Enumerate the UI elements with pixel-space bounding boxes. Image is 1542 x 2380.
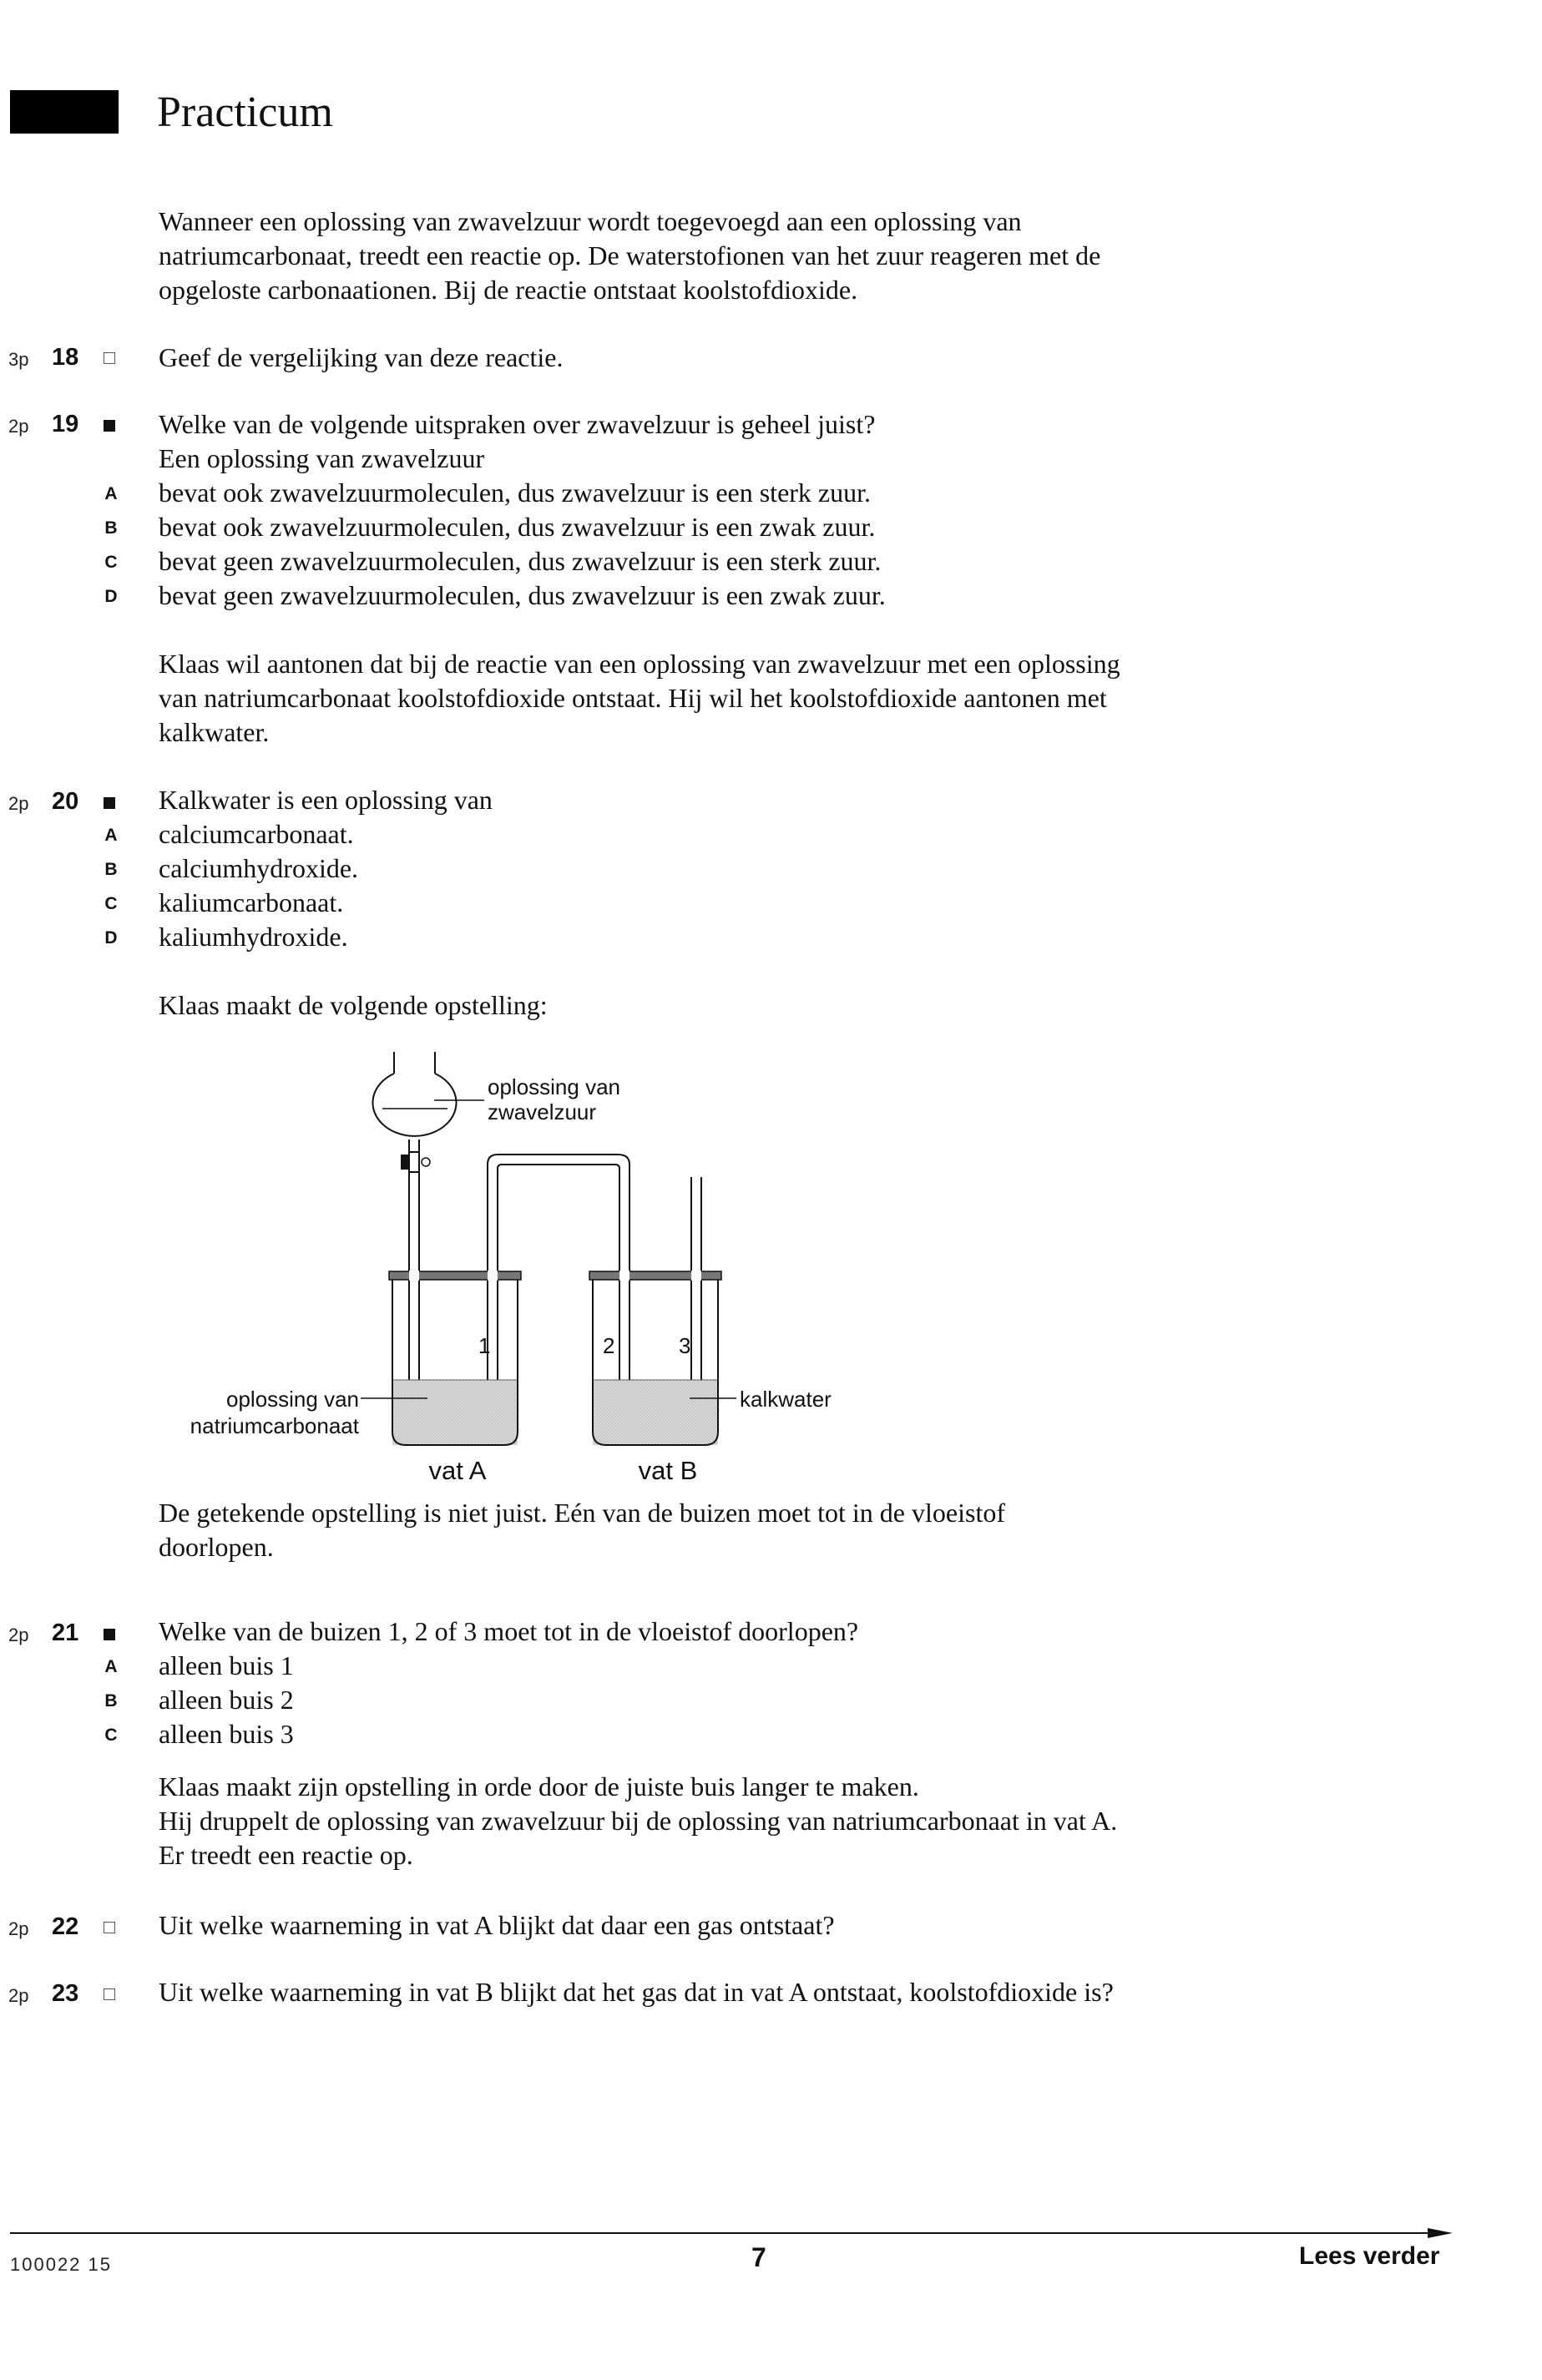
option-letter: A	[104, 484, 118, 503]
answer-option: bevat ook zwavelzuurmoleculen, dus zwavelzuur is een zwak zuur.	[159, 512, 876, 542]
question-points: 3p	[8, 349, 29, 370]
multiple-choice-marker	[104, 420, 115, 432]
answer-option: kaliumhydroxide.	[159, 922, 348, 952]
open-question-marker	[104, 352, 115, 364]
answer-option: alleen buis 2	[159, 1685, 294, 1715]
question-number: 23	[52, 1980, 79, 2007]
left-label: oplossing van	[226, 1387, 359, 1412]
answer-option: kaliumcarbonaat.	[159, 887, 344, 917]
question-number: 21	[52, 1620, 79, 1646]
section-title: Practicum	[157, 88, 333, 136]
answer-option: calciumcarbonaat.	[159, 819, 354, 849]
dropping-funnel	[373, 1052, 457, 1394]
question-points: 2p	[8, 416, 29, 437]
text-line: Klaas maakt zijn opstelling in orde door de juiste buis langer te maken.	[159, 1771, 919, 1801]
question-number: 22	[52, 1913, 79, 1940]
option-letter: D	[104, 928, 118, 947]
answer-option: bevat geen zwavelzuurmoleculen, dus zwavelzuur is een zwak zuur.	[159, 580, 886, 610]
text-line: kalkwater.	[159, 717, 270, 747]
option-letter: B	[104, 860, 118, 879]
intro-paragraph-1	[159, 205, 1100, 307]
option-letter: B	[104, 1691, 118, 1710]
intro-paragraph-3	[159, 1496, 1005, 1564]
question-points: 2p	[8, 1625, 29, 1645]
text-line: Er treedt een reactie op.	[159, 1840, 413, 1870]
section-marker	[10, 90, 119, 134]
tube-label-1: 1	[478, 1333, 491, 1358]
question-number: 18	[52, 344, 79, 371]
question-block	[159, 1614, 858, 1751]
text-line: Klaas wil aantonen dat bij de reactie van een oplossing van zwavelzuur met een oplossing	[159, 649, 1120, 679]
answer-option: bevat ook zwavelzuurmoleculen, dus zwavelzuur is een sterk zuur.	[159, 478, 872, 508]
text-line: doorlopen.	[159, 1532, 274, 1562]
answer-option: alleen buis 1	[159, 1650, 294, 1680]
question-text: Uit welke waarneming in vat B blijkt dat het gas dat in vat A ontstaat, koolstofdioxide is?	[159, 1977, 1114, 2007]
experiment-setup-diagram	[150, 1035, 902, 1503]
open-question-marker	[104, 1922, 115, 1933]
question-text: Kalkwater is een oplossing van	[159, 785, 493, 815]
text-line: natriumcarbonaat, treedt een reactie op. De waterstofionen van het zuur reageren met de	[159, 240, 1101, 270]
option-letter: D	[104, 587, 118, 606]
question-block	[159, 407, 886, 613]
answer-option: calciumhydroxide.	[159, 853, 359, 883]
answer-option: alleen buis 3	[159, 1719, 294, 1749]
funnel-label: zwavelzuur	[488, 1099, 597, 1124]
text-line: De getekende opstelling is niet juist. Eén van de buizen moet tot in de vloeistof	[159, 1498, 1005, 1528]
question-stem: Een oplossing van zwavelzuur	[159, 443, 485, 473]
question-text: Uit welke waarneming in vat A blijkt dat daar een gas ontstaat?	[159, 1910, 835, 1940]
option-letter: C	[104, 553, 118, 572]
open-question-marker	[104, 1988, 115, 2000]
answer-option: bevat geen zwavelzuurmoleculen, dus zwavelzuur is een sterk zuur.	[159, 546, 882, 576]
question-text: Geef de vergelijking van deze reactie.	[159, 342, 564, 372]
intro-paragraph-4	[159, 1770, 1117, 1872]
question-text: Welke van de buizen 1, 2 of 3 moet tot in de vloeistof doorlopen?	[159, 1616, 859, 1646]
option-letter: C	[104, 1726, 118, 1745]
option-letter: A	[104, 1657, 118, 1676]
arrow-right-icon	[1428, 2226, 1453, 2241]
text-line: van natriumcarbonaat koolstofdioxide ontstaat. Hij wil het koolstofdioxide aantonen met	[159, 683, 1107, 713]
question-points: 2p	[8, 1985, 29, 2006]
question-text: Welke van de volgende uitspraken over zwavelzuur is geheel juist?	[159, 409, 876, 439]
text-line: opgeloste carbonaationen. Bij de reactie ontstaat koolstofdioxide.	[159, 275, 858, 305]
option-letter: A	[104, 826, 118, 845]
question-points: 2p	[8, 1918, 29, 1939]
question-number: 20	[52, 788, 79, 815]
multiple-choice-marker	[104, 1629, 115, 1640]
exam-code: 100022 15	[10, 2254, 112, 2275]
question-block	[159, 783, 493, 954]
text-line: Wanneer een oplossing van zwavelzuur wordt toegevoegd aan een oplossing van	[159, 206, 1022, 236]
stopcock-icon	[401, 1152, 430, 1172]
option-letter: B	[104, 518, 118, 538]
vessel-b-label: vat B	[638, 1456, 698, 1485]
setup-intro: Klaas maakt de volgende opstelling:	[159, 990, 548, 1020]
tube-label-3: 3	[679, 1333, 691, 1358]
intro-paragraph-2	[159, 647, 1120, 750]
left-label: natriumcarbonaat	[190, 1413, 359, 1438]
continue-label: Lees verder	[1299, 2242, 1440, 2270]
page-number: 7	[751, 2242, 766, 2272]
question-number: 19	[52, 411, 79, 437]
tube-label-2: 2	[603, 1333, 615, 1358]
tube-3	[691, 1177, 701, 1394]
footer-rule	[10, 2232, 1434, 2234]
multiple-choice-marker	[104, 797, 115, 809]
funnel-label: oplossing van	[488, 1074, 620, 1099]
vessel-a-label: vat A	[428, 1456, 487, 1485]
right-label: kalkwater	[740, 1387, 832, 1412]
text-line: Hij druppelt de oplossing van zwavelzuur bij de oplossing van natriumcarbonaat in vat A.	[159, 1806, 1118, 1836]
option-letter: C	[104, 894, 118, 913]
question-points: 2p	[8, 793, 29, 814]
